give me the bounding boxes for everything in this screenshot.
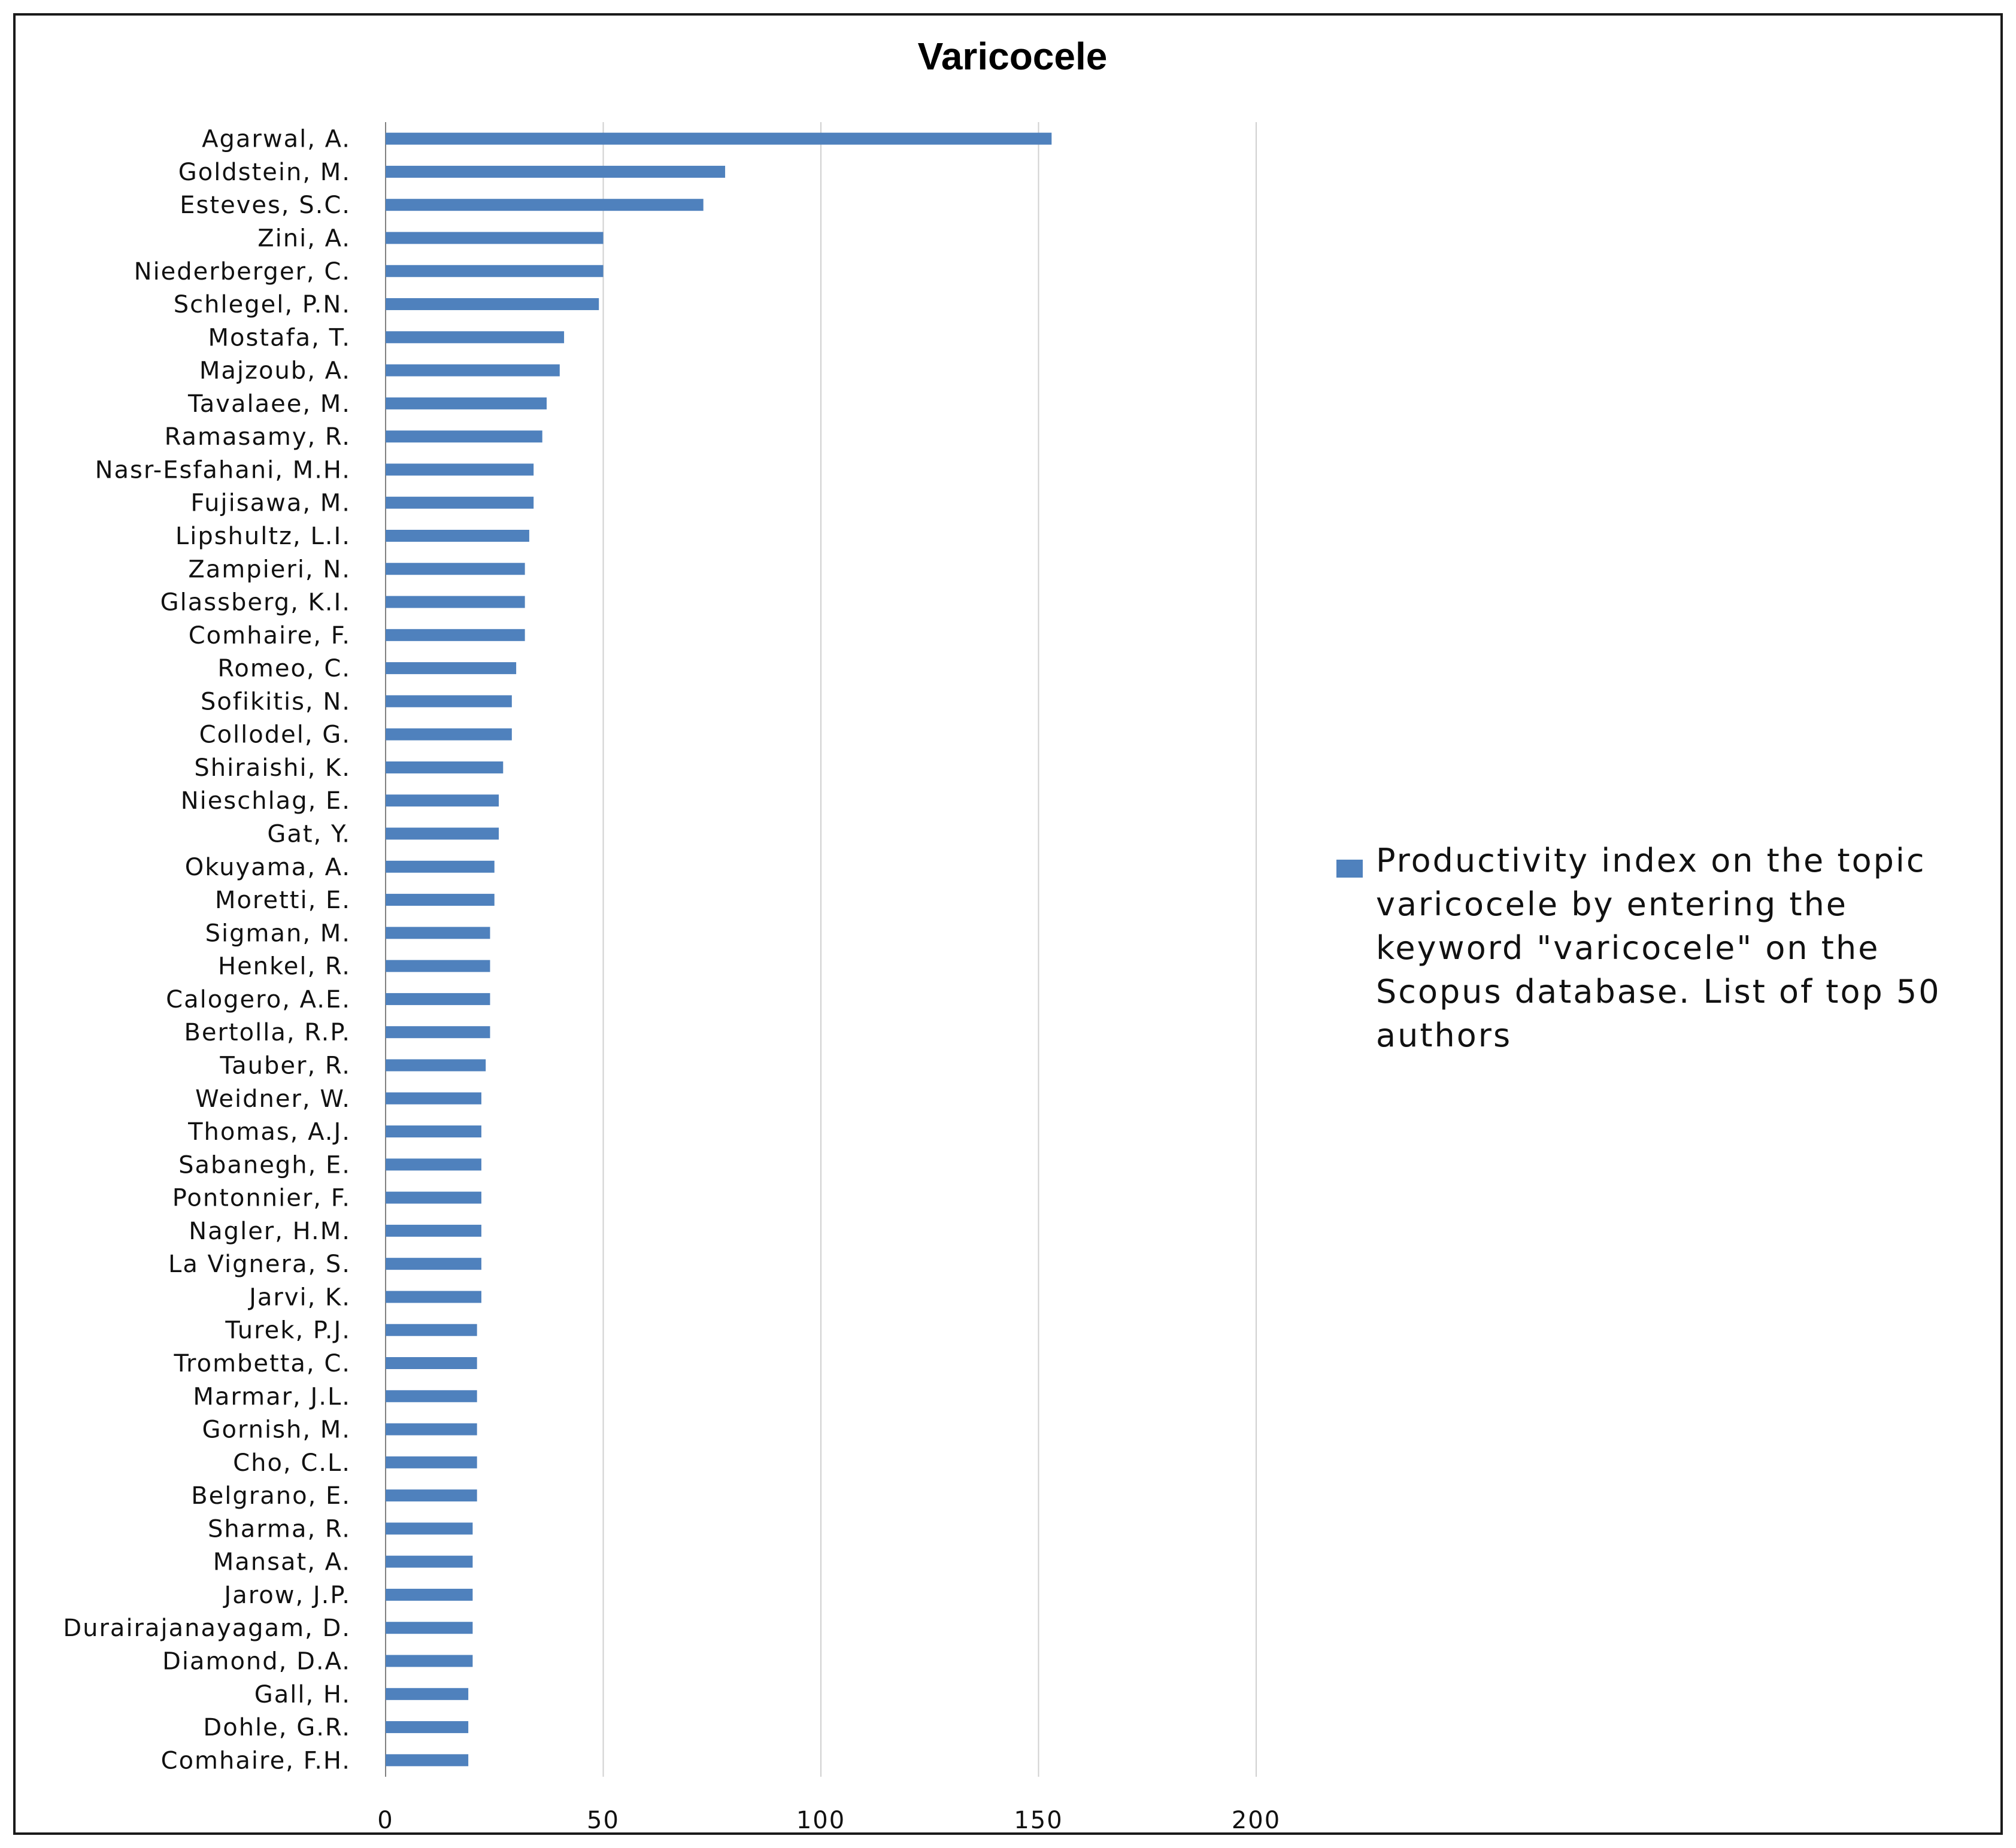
category-label: Shiraishi, K.: [194, 754, 351, 782]
bar: [386, 960, 490, 972]
bar: [386, 695, 512, 707]
category-label: Trombetta, C.: [174, 1350, 351, 1377]
category-label: Gat, Y.: [267, 820, 351, 848]
bar: [386, 530, 529, 542]
bar: [386, 331, 564, 343]
bar: [386, 1721, 468, 1733]
bar: [386, 993, 490, 1005]
category-label: Dohle, G.R.: [203, 1714, 351, 1742]
bar: [386, 166, 725, 178]
bar: [386, 1556, 472, 1568]
bar: [386, 1754, 468, 1766]
category-label: Comhaire, F.H.: [160, 1747, 351, 1775]
category-labels: [63, 126, 351, 1775]
category-label: Tauber, R.: [220, 1052, 351, 1080]
category-label: Romeo, C.: [217, 655, 351, 683]
category-label: Marmar, J.L.: [193, 1383, 351, 1411]
category-label: Ramasamy, R.: [164, 423, 351, 451]
category-label: Zini, A.: [257, 224, 351, 253]
bar: [386, 1125, 481, 1137]
category-label: Turek, P.J.: [225, 1316, 351, 1345]
chart-title: Varicocele: [917, 35, 1108, 78]
bar: [386, 1225, 481, 1237]
category-label: Glassberg, K.I.: [160, 588, 351, 617]
x-tick-label: 200: [1231, 1807, 1281, 1834]
x-tick-label: 150: [1014, 1807, 1063, 1834]
category-label: Pontonnier, F.: [172, 1184, 351, 1212]
category-label: Weidner, W.: [195, 1085, 351, 1113]
bar: [386, 629, 525, 641]
category-label: Niederberger, C.: [134, 257, 351, 286]
category-label: Moretti, E.: [214, 887, 351, 915]
category-label: Majzoub, A.: [199, 357, 351, 385]
bar: [386, 794, 499, 806]
bar: [386, 729, 512, 741]
category-label: Sharma, R.: [208, 1515, 351, 1543]
x-tick-label: 100: [796, 1807, 846, 1834]
category-label: Tavalaee, M.: [187, 390, 351, 418]
bar: [386, 1456, 477, 1468]
category-label: Jarow, J.P.: [224, 1581, 351, 1609]
x-tick-label: 0: [377, 1807, 394, 1834]
category-label: Comhaire, F.: [188, 621, 351, 650]
bar: [386, 1622, 472, 1634]
bar: [386, 1158, 481, 1170]
bar: [386, 365, 560, 377]
bar: [386, 596, 525, 608]
bar: [386, 1093, 481, 1104]
category-label: Schlegel, P.N.: [173, 291, 351, 319]
category-label: Belgrano, E.: [191, 1482, 351, 1510]
category-label: Cho, C.L.: [233, 1449, 351, 1477]
category-label: Thomas, A.J.: [188, 1118, 351, 1146]
bar: [386, 133, 1051, 145]
category-label: Fujisawa, M.: [190, 489, 351, 517]
category-label: Sofikitis, N.: [200, 688, 351, 716]
category-label: Jarvi, K.: [249, 1283, 351, 1312]
category-label: Lipshultz, L.I.: [175, 523, 351, 550]
legend-marker: [1336, 860, 1363, 878]
bar: [386, 463, 533, 475]
bar: [386, 298, 599, 310]
category-label: Diamond, D.A.: [162, 1647, 351, 1676]
bar: [386, 497, 533, 509]
category-label: Zampieri, N.: [188, 556, 351, 584]
category-label: Mansat, A.: [213, 1548, 351, 1576]
category-label: Henkel, R.: [217, 952, 351, 981]
bar: [386, 430, 542, 442]
bar: [386, 1390, 477, 1402]
bar: [386, 761, 503, 773]
category-label: Gall, H.: [254, 1680, 351, 1709]
chart-svg: [16, 16, 2005, 1837]
bar: [386, 563, 525, 575]
bar: [386, 1522, 472, 1534]
category-label: Goldstein, M.: [178, 158, 351, 186]
bar: [386, 1258, 481, 1270]
bar: [386, 1324, 477, 1336]
category-label: Calogero, A.E.: [166, 985, 351, 1013]
category-label: Nieschlag, E.: [180, 787, 351, 815]
x-tick-labels: [377, 1807, 1281, 1834]
legend: [1336, 842, 1941, 1054]
chart-frame: [13, 13, 2003, 1835]
category-label: La Vignera, S.: [168, 1251, 351, 1279]
category-label: Gornish, M.: [202, 1416, 351, 1444]
category-label: Durairajanayagam, D.: [63, 1615, 351, 1643]
bar: [386, 662, 516, 674]
category-label: Mostafa, T.: [208, 324, 351, 352]
bar: [386, 1291, 481, 1303]
bar: [386, 1357, 477, 1369]
category-label: Bertolla, R.P.: [184, 1019, 351, 1047]
bar: [386, 861, 495, 873]
bar: [386, 1424, 477, 1436]
category-label: Collodel, G.: [199, 721, 351, 749]
bar: [386, 1192, 481, 1204]
category-label: Esteves, S.C.: [180, 192, 351, 220]
bar: [386, 828, 499, 840]
category-label: Sigman, M.: [205, 920, 351, 948]
bar: [386, 1489, 477, 1501]
bar: [386, 1589, 472, 1601]
bar: [386, 1688, 468, 1700]
bar: [386, 199, 704, 211]
category-label: Nasr-Esfahani, M.H.: [95, 456, 351, 484]
category-label: Nagler, H.M.: [189, 1217, 351, 1245]
bar: [386, 1655, 472, 1667]
category-label: Sabanegh, E.: [178, 1151, 351, 1179]
bar: [386, 1026, 490, 1038]
bar: [386, 397, 547, 409]
bar: [386, 894, 495, 906]
x-tick-label: 50: [587, 1807, 620, 1834]
category-label: Agarwal, A.: [202, 125, 351, 153]
bar: [386, 927, 490, 939]
bar: [386, 265, 604, 277]
category-label: Okuyama, A.: [184, 853, 351, 881]
legend-label: Productivity index on the topic varicocele by entering the keyword "varicocele" on the Scopus database. List of top 50 authors: [1376, 842, 1941, 1054]
bars: [386, 133, 1051, 1767]
bar: [386, 232, 604, 244]
bar: [386, 1059, 486, 1071]
